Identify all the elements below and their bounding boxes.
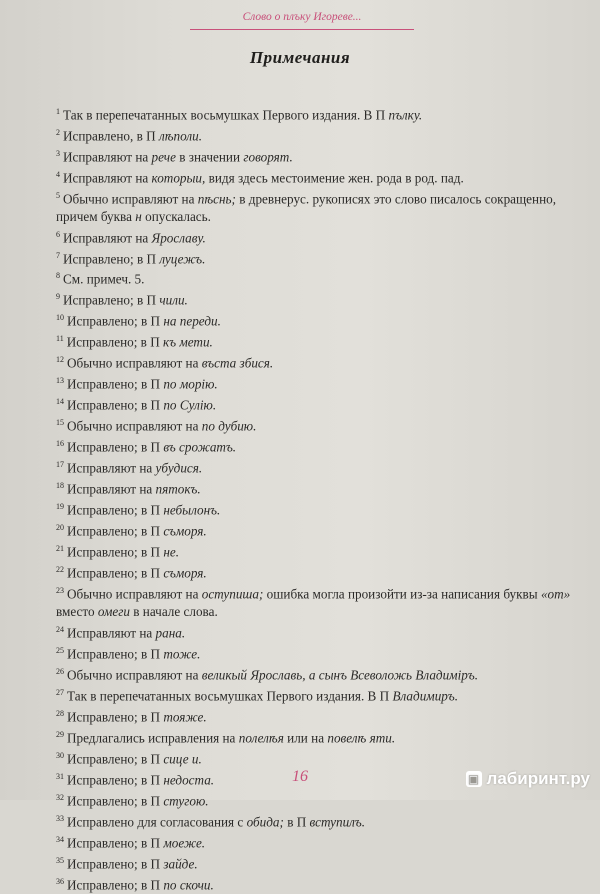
note-item: [56, 705, 576, 726]
note-text: Исправлено; в П: [67, 793, 164, 809]
note-item: [56, 166, 576, 187]
note-italic-text: чили.: [159, 292, 188, 308]
note-number: 32: [56, 792, 64, 802]
watermark: [466, 768, 590, 790]
note-number: 30: [56, 750, 64, 760]
note-item: [56, 621, 576, 642]
note-text: Исправлено; в П: [67, 751, 164, 767]
note-number: 31: [56, 771, 64, 781]
note-text: опускалась.: [141, 208, 211, 224]
note-item: [56, 561, 576, 582]
note-text: Обычно исправляют на: [67, 586, 202, 602]
note-text: Обычно исправляют на: [67, 418, 202, 434]
note-text: Исправлено; в П: [67, 565, 164, 581]
note-item: [56, 456, 576, 477]
note-number: 24: [56, 624, 64, 634]
note-number: 8: [56, 271, 60, 281]
note-italic-text: моеже.: [163, 835, 206, 851]
note-number: 13: [56, 376, 64, 386]
note-number: 20: [56, 523, 64, 533]
running-title: Слово о плъку Игореве...: [242, 11, 362, 23]
note-text: Исправлено; в П: [63, 292, 160, 308]
note-text: в значении: [175, 149, 244, 165]
note-text: в П: [283, 814, 310, 830]
note-text: или на: [283, 730, 328, 746]
note-text: Исправляют на: [67, 460, 156, 476]
note-italic-text: Владимиръ.: [392, 688, 459, 704]
note-number: 14: [56, 397, 64, 407]
note-italic-text: по морiю.: [163, 376, 218, 392]
note-text: в древнерус. рукописях это слово писалось сокращенно, причем буква: [56, 191, 557, 224]
note-number: 10: [56, 313, 64, 323]
note-italic-text: обида;: [246, 814, 284, 830]
note-item: [56, 372, 576, 393]
note-item: [56, 435, 576, 456]
note-text: Исправлено; в П: [67, 313, 164, 329]
note-text: Исправлено; в П: [66, 334, 164, 350]
note-number: 23: [56, 586, 64, 596]
header-rule: [190, 29, 414, 30]
note-item: [56, 247, 576, 268]
note-item: [56, 873, 576, 894]
note-item: [56, 414, 576, 435]
note-italic-text: по Сулiю.: [163, 397, 217, 413]
note-item: [56, 540, 576, 561]
note-text: Исправлено; в П: [67, 502, 164, 518]
note-number: 22: [56, 565, 64, 575]
note-number: 27: [56, 687, 64, 697]
page-number: 16: [292, 768, 308, 785]
note-italic-text: зайде.: [163, 856, 198, 872]
note-italic-text: н: [135, 208, 142, 224]
note-text: Исправлено; в П: [67, 523, 164, 539]
note-text: Исправлено; в П: [67, 877, 164, 893]
note-italic-text: по скочи.: [163, 877, 214, 893]
note-item: [56, 103, 576, 124]
note-text: вместо: [56, 604, 98, 620]
note-italic-text: пѣснь;: [197, 191, 236, 207]
watermark-text: лабиринт.ру: [486, 769, 590, 788]
note-item: [56, 582, 576, 621]
note-number: 16: [56, 439, 64, 449]
note-item: [56, 726, 576, 747]
note-number: 28: [56, 708, 64, 718]
note-item: [56, 267, 576, 288]
note-item: [56, 124, 576, 145]
note-italic-text: Ярославу.: [151, 229, 206, 245]
note-number: 7: [56, 250, 60, 260]
note-text: Исправляют на: [67, 481, 156, 497]
note-text: ошибка могла произойти из-за написания буквы: [263, 586, 541, 602]
note-item: [56, 145, 576, 166]
note-italic-text: стугою.: [163, 793, 209, 809]
note-number: 36: [56, 876, 64, 886]
note-item: [56, 351, 576, 372]
note-number: 19: [56, 502, 64, 512]
note-item: [56, 519, 576, 540]
note-text: Предлагались исправления на: [67, 730, 239, 746]
note-number: 21: [56, 544, 64, 554]
note-number: 34: [56, 834, 64, 844]
note-italic-text: лѣполи.: [158, 128, 203, 144]
note-italic-text: полелѣя: [238, 730, 284, 746]
note-item: [56, 393, 576, 414]
note-text: Исправлено; в П: [63, 250, 160, 266]
note-number: 17: [56, 460, 64, 470]
note-item: [56, 831, 576, 852]
note-italic-text: съморя.: [163, 565, 207, 581]
note-text: Обычно исправляют на: [67, 667, 202, 683]
note-number: 25: [56, 645, 64, 655]
note-item: [56, 477, 576, 498]
note-italic-text: омеги: [97, 604, 130, 620]
running-header: [190, 6, 414, 28]
note-item: [56, 747, 576, 768]
note-number: 11: [56, 334, 64, 344]
note-text: Исправляют на: [67, 625, 156, 641]
note-italic-text: въста збися.: [201, 355, 274, 371]
note-item: [56, 226, 576, 247]
note-text: видя здесь местоимение жен. рода в род. пад.: [205, 170, 464, 186]
note-item: [56, 187, 576, 226]
note-italic-text: тоже.: [163, 646, 201, 662]
note-text: Исправлено; в П: [67, 772, 164, 788]
note-number: 29: [56, 729, 64, 739]
note-italic-text: къ мети.: [163, 334, 213, 350]
note-italic-text: повелѣ яти.: [327, 730, 396, 746]
note-number: 6: [56, 229, 60, 239]
note-text: Исправляют на: [63, 149, 152, 165]
note-number: 15: [56, 418, 64, 428]
note-text: Обычно исправляют на: [67, 355, 202, 371]
note-italic-text: не.: [163, 544, 180, 560]
note-italic-text: сице и.: [163, 751, 202, 767]
note-italic-text: «от»: [540, 586, 571, 602]
note-italic-text: луцежъ.: [159, 250, 206, 266]
note-item: [56, 642, 576, 663]
note-text: Исправлено; в П: [67, 439, 164, 455]
note-text: Исправлено; в П: [67, 544, 164, 560]
note-text: Исправляют на: [63, 229, 152, 245]
note-text: Исправлено; в П: [67, 646, 164, 662]
note-text: Обычно исправляют на: [63, 191, 198, 207]
note-number: 1: [56, 107, 60, 116]
note-item: [56, 288, 576, 309]
note-item: [56, 663, 576, 684]
note-number: 18: [56, 481, 64, 491]
note-item: [56, 789, 576, 810]
note-text: Исправляют на: [63, 170, 152, 186]
note-number: 2: [56, 127, 60, 137]
note-number: 33: [56, 813, 64, 823]
note-number: 9: [56, 292, 60, 302]
note-text: Исправлено; в П: [67, 376, 164, 392]
note-item: [56, 810, 576, 831]
note-italic-text: по дубию.: [201, 418, 257, 434]
note-item: [56, 330, 576, 351]
labirint-logo-icon: ▣: [466, 771, 482, 787]
note-text: Исправлено; в П: [67, 709, 164, 725]
note-number: 35: [56, 855, 64, 865]
note-text: Исправлено; в П: [67, 835, 164, 851]
note-number: 4: [56, 169, 60, 179]
note-text: в начале слова.: [129, 604, 218, 620]
note-italic-text: оступиша;: [201, 586, 264, 602]
note-italic-text: недоста.: [163, 772, 215, 788]
note-italic-text: великый Ярославь, а сынъ Всеволожь Владимiръ.: [201, 667, 478, 683]
note-italic-text: которыи,: [151, 170, 206, 186]
note-italic-text: тояже.: [163, 709, 207, 725]
note-number: 3: [56, 148, 60, 158]
note-italic-text: пятокъ.: [155, 481, 201, 497]
note-item: [56, 852, 576, 873]
note-text: См. примеч. 5.: [63, 271, 145, 287]
note-italic-text: рана.: [155, 625, 186, 641]
note-text: Так в перепечатанных восьмушках Первого издания. В П: [67, 688, 393, 704]
note-number: 5: [56, 190, 60, 200]
note-italic-text: въ срожатъ.: [163, 439, 237, 455]
note-italic-text: съморя.: [163, 523, 207, 539]
note-number: 26: [56, 666, 64, 676]
note-italic-text: небылонъ.: [163, 502, 221, 518]
note-text: Так в перепечатанных восьмушках Первого издания. В П: [63, 107, 389, 123]
note-italic-text: убудися.: [155, 460, 203, 476]
note-text: Исправлено; в П: [67, 397, 164, 413]
note-number: 12: [56, 355, 64, 365]
note-text: Исправлено, в П: [63, 128, 159, 144]
note-italic-text: на переди.: [163, 313, 221, 329]
page-title: Примечания: [249, 48, 351, 67]
note-item: [56, 684, 576, 705]
note-item: [56, 309, 576, 330]
note-italic-text: говорят.: [243, 149, 293, 165]
note-item: [56, 498, 576, 519]
note-italic-text: вступилъ.: [309, 814, 366, 830]
note-text: Исправлено; в П: [67, 856, 164, 872]
note-text: Исправлено для согласования с: [67, 814, 247, 830]
note-italic-text: рече: [151, 149, 176, 165]
note-italic-text: пълку.: [388, 107, 423, 123]
